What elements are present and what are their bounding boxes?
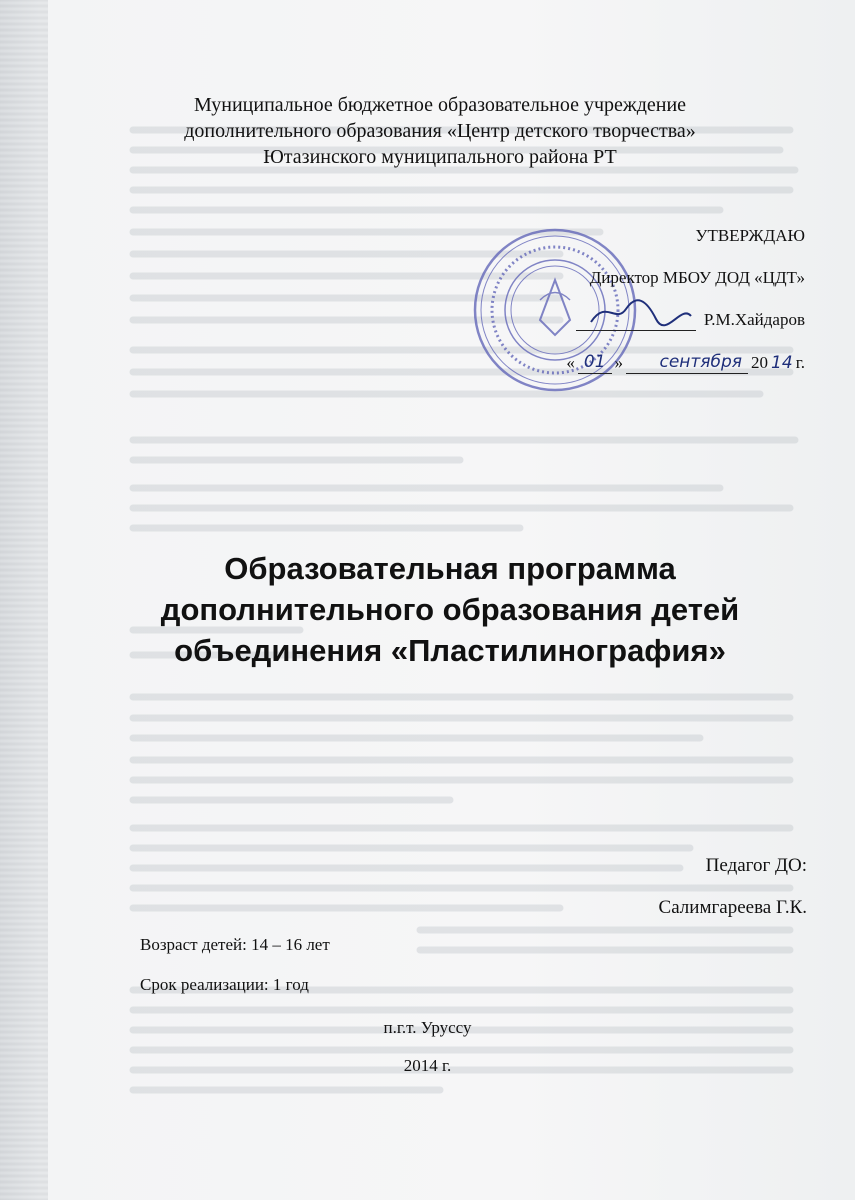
date-open-quote: « <box>566 353 575 372</box>
teacher-name: Салимгареева Г.К. <box>658 897 807 918</box>
header-line-3: Ютазинского муниципального района РТ <box>263 146 617 168</box>
signature-row <box>485 309 805 331</box>
header-line-2: дополнительного образования «Центр детского творчества» <box>184 120 696 142</box>
date-month: сентября <box>626 351 748 374</box>
title-line-2: дополнительного образования детей <box>160 592 740 627</box>
program-duration: Срок реализации: 1 год <box>140 975 309 994</box>
document-year: 2014 г. <box>403 1056 452 1075</box>
teacher-role: Педагог ДО: <box>705 855 807 876</box>
header-line-1: Муниципальное бюджетное образовательное учреждение <box>193 94 687 116</box>
program-title <box>100 548 800 671</box>
date-close-quote: » <box>614 353 624 372</box>
date-day: 01 <box>578 351 612 374</box>
institution-header <box>140 92 740 170</box>
approval-position: Директор МБОУ ДОД «ЦДТ» <box>589 268 805 287</box>
age-range: Возраст детей: 14 – 16 лет <box>140 935 330 954</box>
director-name: Р.М.Хайдаров <box>703 310 805 329</box>
title-line-3: объединения «Пластилинография» <box>174 633 726 668</box>
signature-scribble <box>586 294 696 330</box>
approval-label: УТВЕРЖДАЮ <box>695 226 805 245</box>
date-year-suffix: 14 <box>771 353 793 373</box>
approval-block <box>485 225 805 374</box>
teacher-block <box>659 845 807 929</box>
date-year-unit: г. <box>795 353 805 372</box>
city-name: п.г.т. Уруссу <box>383 1018 472 1037</box>
signature-field <box>576 312 696 331</box>
date-year-prefix: 20 <box>751 353 769 372</box>
approval-date <box>485 351 805 374</box>
title-line-1: Образовательная программа <box>224 551 676 586</box>
